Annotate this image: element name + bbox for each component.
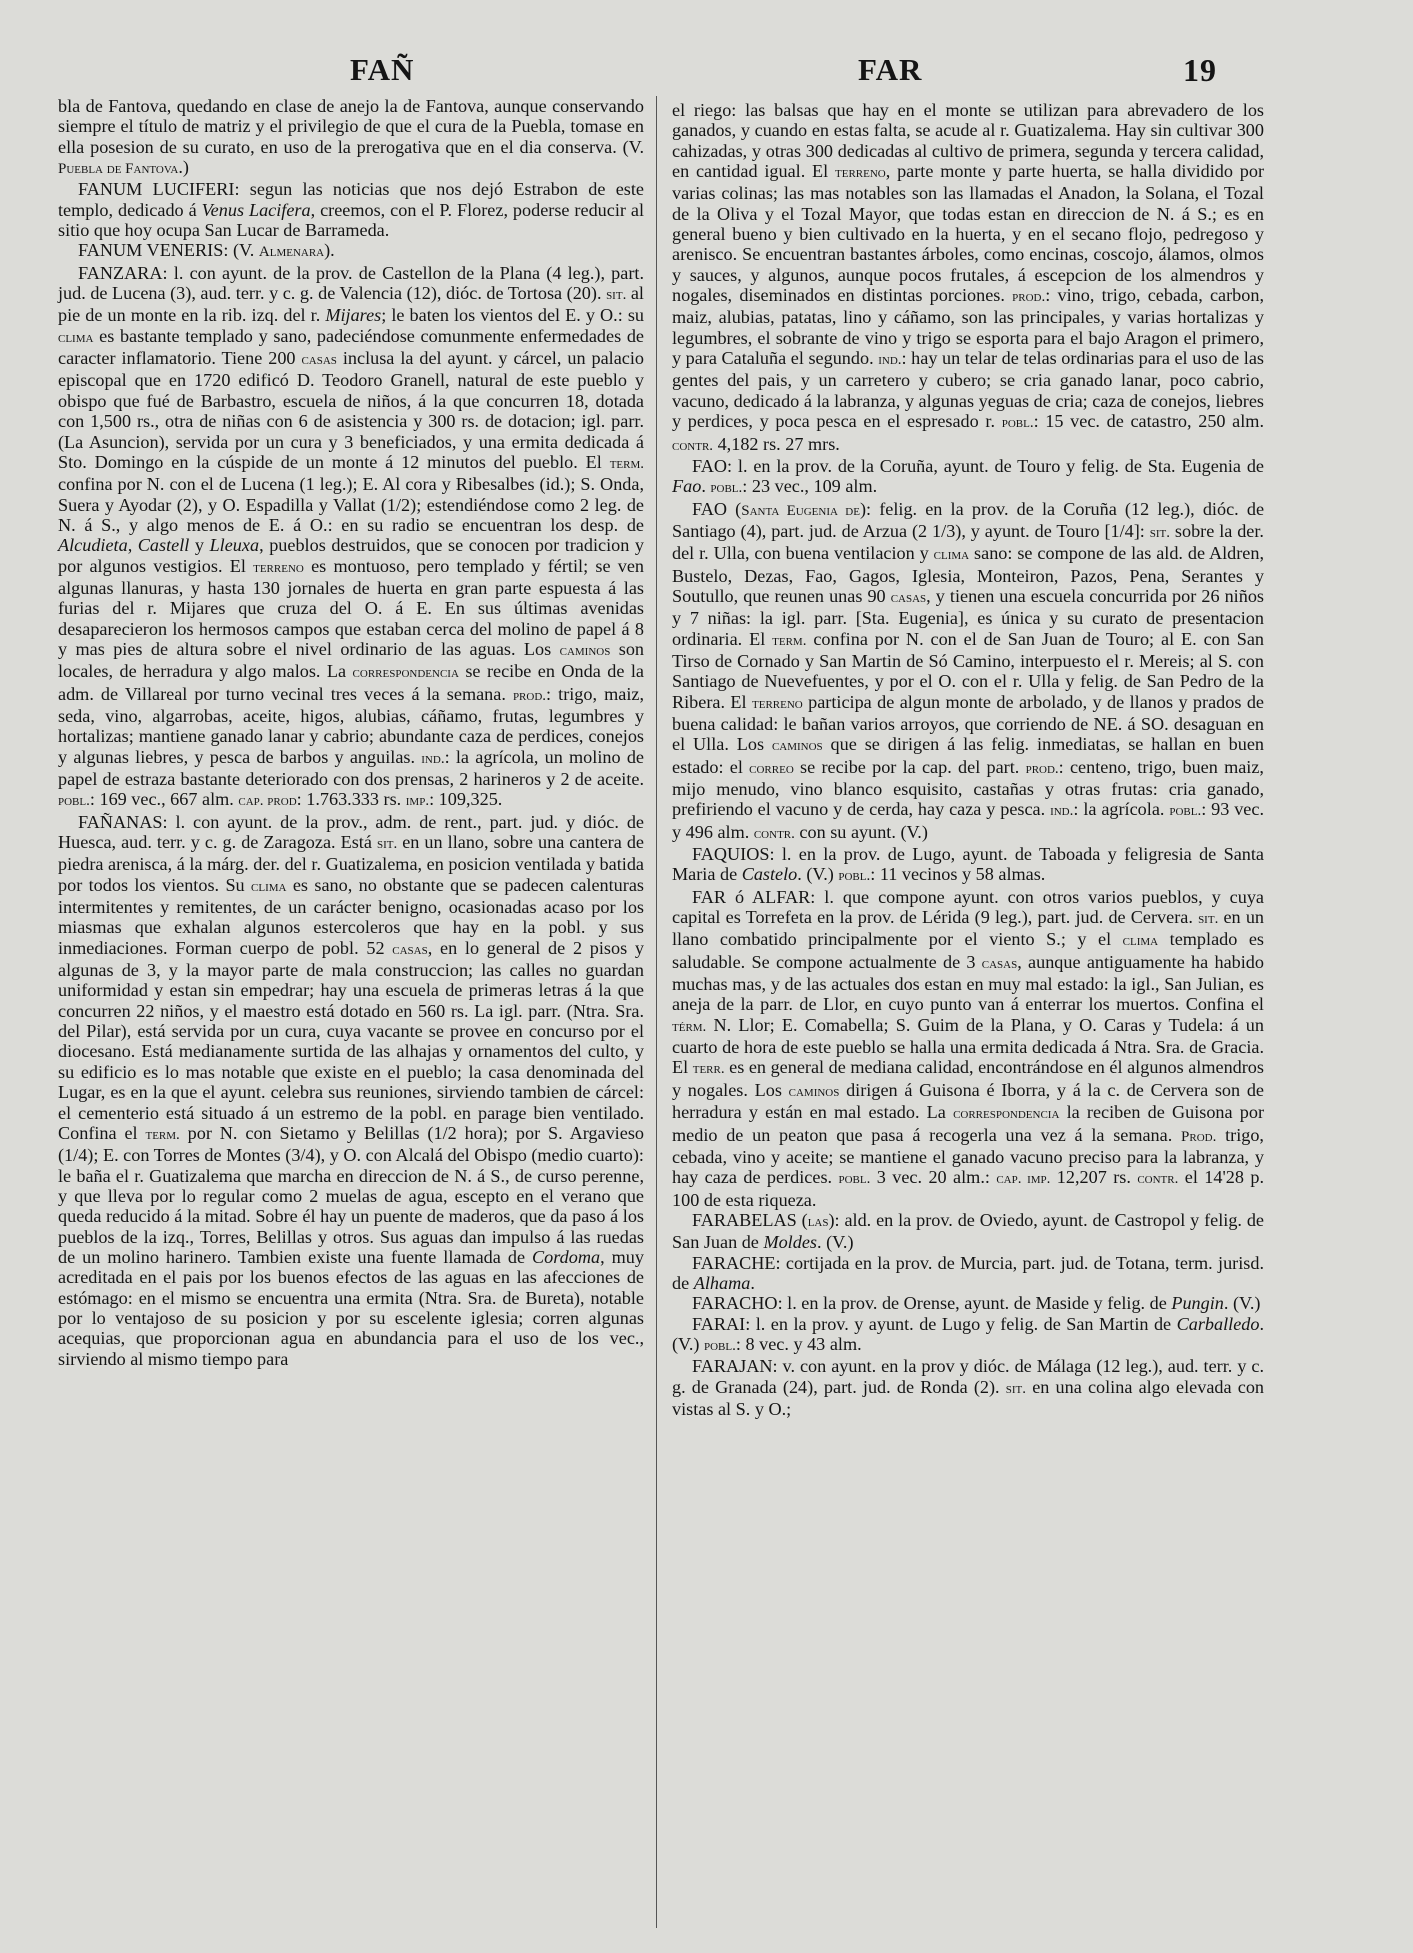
dictionary-entry: FARACHO: l. en la prov. de Orense, ayunt. de Maside y felig. de Pungin. (V.) — [692, 1293, 1261, 1314]
page-number: 19 — [1183, 52, 1217, 88]
right-column — [672, 100, 1264, 1419]
entry-continuation: el riego: las balsas que hay en el monte se utilizan para abrevadero de los ganados, y cuando en estas falta, se acude al r. Guatizalema. Hay sin cultivar 300 cahizadas, y otras 300 dedicadas al cultivo de primera, segunda y tercera calidad, en cantidad igual. El terreno, parte monte y parte huerta, se halla dividido por varias colinas; las mas notables son las llamadas el Anadon, la Solana, el Tozal de la Oliva y el Tozal Mayor, que todas estan en direccion de N. á S.; es en general bueno y bien cultivado en la huerta, y en el secano flojo, pedregoso y arenisco. Se encuentran bastantes árboles, como encinas, coscojo, álamos, olmos y sauces, y algunos, aunque pocos frutales, á escepcion de los almendros y nogales, diseminados en distintas porciones. prod.: vino, trigo, cebada, carbon, maiz, alubias, patatas, lino y cáñamo, son las principales, y varias hortalizas y legumbres, el sobrante de vino y trigo se esporta para el bajo Aragon el primero, y para Cataluña el segundo. ind.: hay un telar de telas ordinarias para el uso de las gentes del pais, y un carretero y cubero; se cria ganado lanar, poco cabrio, vacuno, dedicado á la labranza, y algunas yeguas de cria; caza de conejos, liebres y perdices, y poca pesca en el espresado r. pobl.: 15 vec. de catastro, 250 alm. contr. 4,182 rs. 27 mrs. — [672, 100, 1264, 454]
left-column — [58, 96, 644, 1369]
dictionary-entry: FANZARA: l. con ayunt. de la prov. de Castellon de la Plana (4 leg.), part. jud. de Lucena (3), aud. terr. y c. g. de Valencia (12), dióc. de Tortosa (20). sit. al pie de un monte en la rib. izq. del r. Mijares; le baten los vientos del E. y O.: su clima es bastante templado y sano, padeciéndose comunmente enfermedades de caracter inflamatorio. Tiene 200 casas inclusa la del ayunt. y cárcel, un palacio episcopal que en 1720 edificó D. Teodoro Granell, natural de este pueblo y obispo que fué de Barbastro, escuela de niños, á la que concurren 18, dotada con 1,500 rs., otra de niñas con 6 de asistencia y 300 rs. de dotacion; igl. parr. (La Asuncion), servida por un cura y 3 beneficiados, y una ermita dedicada á Sto. Domingo en la cúspide de un monte á 12 minutos del pueblo. El term. confina por N. con el de Lucena (1 leg.); E. Al cora y Ribesalbes (id.); S. Onda, Suera y Ayodar (2), y O. Espadilla y Vallat (1/2); estendiéndose como 2 leg. de N. á S., y algo menos de E. á O.: en su radio se encuentran los desp. de Alcudieta, Castell y Lleuxa, pueblos destruidos, que se conocen por tradicion y por algunos vestigios. El terreno es montuoso, pero templado y fértil; se ven algunas llanuras, y hasta 130 jornales de huerta en gran parte espuesta á las furias del r. Mijares que cruza del O. á E. En sus últimas avenidas desaparecieron los hermosos campos que estaban cerca del molino de papel á 8 y mas pies de altura sobre el nivel ordinario de las aguas. Los caminos son locales, de herradura y algo malos. La correspondencia se recibe en Onda de la adm. de Villareal por turno vecinal tres veces á la semana. prod.: trigo, maiz, seda, vino, algarrobas, aceite, higos, alubias, cáñamo, frutas, legumbres y hortalizas; mantiene ganado lanar y cabrio; abundante caza de perdices, conejos y algunas liebres, y pesca de barbos y anguilas. ind.: la agrícola, un molino de papel de estraza bastante deteriorado con dos prensas, 2 harineros y 2 de aceite. pobl.: 169 vec., 667 alm. cap. prod: 1.763.333 rs. imp.: 109,325. — [58, 262, 645, 810]
dictionary-entry: FAO (Santa Eugenia de): felig. en la prov. de la Coruña (12 leg.), dióc. de Santiago (4), part. jud. de Arzua (2 1/3), y ayunt. de Touro [1/4]: sit. sobre la der. del r. Ulla, con buena ventilacion y clima sano: se compone de las ald. de Aldren, Bustelo, Dezas, Fao, Gagos, Iglesia, Monteiron, Pazos, Pena, Serantes y Soutullo, que reunen unas 90 casas, y tienen una escuela concurrida por 26 niños y 7 niñas: la igl. parr. [Sta. Eugenia], es única y su curato de presentacion ordinaria. El term. confina por N. con el de San Juan de Touro; al E. con San Tirso de Cornado y San Martin de Só Camino, interpuesto el r. Mereis; al S. con Santiago de Nuevefuentes, y por el O. con el r. Ulla y felig. de San Pedro de la Ribera. El terreno participa de algun monte de arbolado, y de llanos y prados de buena calidad: le bañan varios arroyos, que corriendo de NE. á SO. desaguan en el Ulla. Los caminos que se dirigen á las felig. inmediatas, se hallan en buen estado: el correo se recibe por la cap. del part. prod.: centeno, trigo, buen maiz, mijo menudo, vino blanco esquisito, castañas y otras frutas: cria ganado, prefiriendo el vacuno y de cerda, hay caza y pesca. ind.: la agrícola. pobl.: 93 vec. y 496 alm. contr. con su ayunt. (V.) — [672, 498, 1265, 842]
dictionary-entry: FAÑANAS: l. con ayunt. de la prov., adm. de rent., part. jud. y dióc. de Huesca, aud. terr. y c. g. de Zaragoza. Está sit. en un llano, sobre una cantera de piedra arenisca, á la márg. der. del r. Guatizalema, en posicion ventilada y batida por todos los vientos. Su clima es sano, no obstante que se padecen calenturas intermitentes y remitentes, de un carácter benigno, ocasionadas acaso por los miasmas que exhalan algunos estercoleros que hay en la pobl. y sus inmediaciones. Forman cuerpo de pobl. 52 casas, en lo general de 2 pisos y algunas de 3, y la mayor parte de mala construccion; las calles no guardan uniformidad y estan sin empedrar; hay una escuela de primeras letras á la que concurren 22 niños, y el maestro está dotado en 560 rs. La igl. parr. (Ntra. Sra. del Pilar), está servida por un cura, cuya vacante se provee en concurso por el diocesano. Está medianamente surtida de las alhajas y ornamentos del culto, y su edificio es lo mas notable que existe en el pueblo; la casa denominada del Lugar, es en la que el ayunt. celebra sus reuniones, sirviendo tambien de cárcel: el cementerio está situado á un estremo de la pobl. en parage bien ventilado. Confina el term. por N. con Sietamo y Belillas (1/2 hora); por S. Argavieso (1/4); E. con Torres de Montes (3/4), y O. con Alcalá del Obispo (medio cuarto): le baña el r. Guatizalema que marcha en direccion de N. á S., de curso perenne, y que lleva por lo regular como 2 muelas de agua, escepto en el verano que queda reducido á la mitad. Sobre él hay un puente de maderos, que da paso á los pueblos de la izq., Torres, Belillas y otros. Sus aguas dan impulso á las ruedas de un molino harinero. Tambien existe una fuente llamada de Cordoma, muy acreditada en el pais por los buenos efectos de las aguas en las afecciones de estómago: en el mismo se encuentra una ermita (Ntra. Sra. de Bureta), notable por lo ventajoso de su posicion y por su escelente iglesia; corren algunas acequias, que proporcionan agua en abundancia para el uso de los vec., sirviendo al mismo tiempo para — [58, 811, 644, 1369]
dictionary-entry: FARAJAN: v. con ayunt. en la prov y dióc. de Málaga (12 leg.), aud. terr. y c. g. de Granada (24), part. jud. de Ronda (2). sit. en una colina algo elevada con vistas al S. y O.; — [672, 1356, 1265, 1419]
dictionary-entry: FAO: l. en la prov. de la Coruña, ayunt. de Touro y felig. de Sta. Eugenia de Fao. pobl.: 23 vec., 109 alm. — [672, 455, 1264, 497]
dictionary-entry: FARABELAS (las): ald. en la prov. de Oviedo, ayunt. de Castropol y felig. de San Juan de Moldes. (V.) — [672, 1209, 1265, 1253]
dictionary-entry: FANUM LUCIFERI: segun las noticias que nos dejó Estrabon de este templo, dedicado á Venus Lacifera, creemos, con el P. Florez, poderse reducir al sitio que hoy ocupa San Lucar de Barrameda. — [58, 179, 644, 241]
dictionary-entry: FANUM VENERIS: (V. Almenara). — [78, 240, 335, 261]
running-header-left: FAÑ — [350, 52, 415, 87]
dictionary-entry: FAR ó ALFAR: l. que compone ayunt. con otros varios pueblos, y cuya capital es Torrefeta en la prov. de Lérida (9 leg.), part. jud. de Cervera. sit. en un llano combatido principalmente por el viento S.; y el clima templado es saludable. Se compone actualmente de 3 casas, aunque antiguamente ha habido muchas mas, y de las actuales dos estan en muy mal estado: la igl., San Julian, es aneja de la parr. de Llor, en cuyo punto van á enterrar los muertos. Confina el térm. N. Llor; E. Comabella; S. Guim de la Plana, y O. Caras y Tudela: á un cuarto de hora de este pueblo se halla una ermita dedicada á Ntra. Sra. de Gracia. El terr. es en general de mediana calidad, encontrándose en él algunos almendros y nogales. Los caminos dirigen á Guisona é Iborra, y á la c. de Cervera son de herradura y están en mal estado. La correspondencia la reciben de Guisona por medio de un peaton que pasa á recogerla una vez á la semana. Prod. trigo, cebada, vino y aceite; se mantiene el ganado vacuno preciso para la labranza, y hay caza de perdices. pobl. 3 vec. 20 alm.: cap. imp. 12,207 rs. contr. el 14'28 p. 100 de esta riqueza. — [672, 886, 1265, 1210]
running-header-center: FAR — [858, 52, 923, 87]
dictionary-entry: FAQUIOS: l. en la prov. de Lugo, ayunt. de Taboada y feligresia de Santa Maria de Castelo. (V.) pobl.: 11 vecinos y 58 almas. — [672, 844, 1264, 885]
dictionary-entry: FARACHE: cortijada en la prov. de Murcia, part. jud. de Totana, term. jurisd. de Alhama. — [672, 1252, 1264, 1293]
entry-continuation: bla de Fantova, quedando en clase de anejo la de Fantova, aunque conservando siempre el título de matriz y el privilegio de que el cura de la Puebla, tomase en ella posesion de su curato, en uso de la prerogativa que en el dia conserva. (V. Puebla de Fantova.) — [58, 96, 644, 178]
dictionary-entry: FARAI: l. en la prov. y ayunt. de Lugo y felig. de San Martin de Carballedo. (V.) pobl.: 8 vec. y 43 alm. — [672, 1313, 1264, 1354]
column-divider — [656, 96, 657, 1928]
